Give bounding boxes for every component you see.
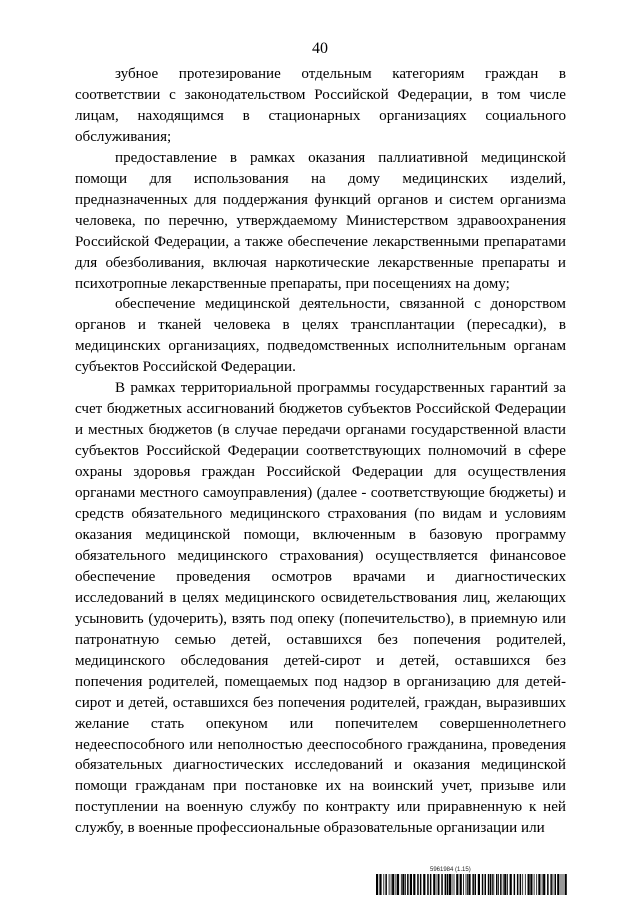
barcode-bar (493, 874, 494, 895)
barcode-bar (385, 874, 387, 895)
barcode-bar (520, 874, 522, 895)
barcode-bar (402, 874, 404, 895)
barcode-bar (555, 874, 557, 895)
barcode-bar (503, 874, 504, 895)
barcode-bar (441, 874, 443, 895)
barcode-bar (449, 874, 451, 895)
paragraph-territorial-program: В рамках территориальной программы государственных гарантий за счет бюджетных ассигнований бюджетов субъектов Российской Федерации и местных бюджетов (в случае передачи органами государственной власти субъектов Российской Федерации соответствующих полномочий в сфере охраны здоровья граждан Российской Федерации для осуществления органами местного самоуправления) (далее - соответствующие бюджеты) и средств обязательного медицинского страхования (по видам и условиям оказания медицинской помощи, включенным в базовую программу обязательного медицинского страхования) осуществляется финансовое обеспечение проведения осмотров врачами и диагностических исследований в целях медицинского освидетельствования лиц, желающих усыновить (удочерить), взять под опеку (попечительство), в приемную или патронатную семью детей, оставшихся без попечения родителей, медицинского обследования детей-сирот и детей, оставшихся без попечения родителей, помещаемых под надзор в организацию для детей-сирот и детей, оставшихся без попечения родителей, граждан, выразивших желание стать опекуном или попечителем совершеннолетнего недееспособного или неполностью дееспособного гражданина, проведения обязательных диагностических исследований и оказания медицинской помощи гражданам при постановке их на воинский учет, призыве или поступлении на военную службу по контракту или приравненную к ней службу, в военные профессиональные образовательные организации или (75, 380, 566, 837)
barcode-bar (478, 874, 480, 895)
body-text (75, 64, 566, 839)
barcode-bar (437, 874, 438, 895)
barcode-bar (454, 874, 455, 895)
barcode-bar (525, 874, 526, 895)
barcode-bar (500, 874, 502, 895)
barcode-bar (496, 874, 498, 895)
barcode-bar (396, 874, 397, 895)
barcode-bar (468, 874, 470, 895)
barcode-bar (389, 874, 390, 895)
barcode-bar (383, 874, 384, 895)
barcode-bar (534, 874, 535, 895)
document-code: 5961984 (1.15) (430, 867, 471, 873)
barcode-bar (510, 874, 512, 895)
barcode-bar (492, 874, 493, 895)
barcode-bar (530, 874, 532, 895)
barcode-bar (543, 874, 545, 895)
barcode-bar (423, 874, 425, 895)
barcode-bar (456, 874, 458, 895)
barcode-bar (445, 874, 447, 895)
barcode-bar (507, 874, 508, 895)
barcode-bar (538, 874, 540, 895)
barcode-bar (467, 874, 468, 895)
barcode-bar (498, 874, 499, 895)
barcode-bar (514, 874, 516, 895)
barcode-bar (433, 874, 435, 895)
barcode-bar (438, 874, 440, 895)
barcode-bar (405, 874, 406, 895)
page-number: 40 (312, 40, 328, 57)
barcode-bar (401, 874, 402, 895)
barcode-bar (550, 874, 552, 895)
barcode-bar (472, 874, 474, 895)
paragraph-dental-prosthetics: зубное протезирование отдельным категориям граждан в соответствии с законодательством Российской Федерации, в том числе лицам, находящимся в стационарных организациях социального обслуживания; (75, 66, 566, 145)
barcode-bar (397, 874, 399, 895)
barcode-bar (522, 874, 523, 895)
barcode-bar (410, 874, 412, 895)
barcode-bar (463, 874, 464, 895)
barcode-bar (391, 874, 392, 895)
barcode-bar (417, 874, 419, 895)
barcode-bar (517, 874, 519, 895)
barcode-bar (452, 874, 453, 895)
barcode-bar (475, 874, 477, 895)
barcode-bar (460, 874, 462, 895)
barcode-bar (528, 874, 530, 895)
paragraph-palliative-care: предоставление в рамках оказания паллиативной медицинской помощи для использования на дому медицинских изделий, предназначенных для поддержания функций органов и систем организма человека, по перечню, утверждаемому Министерством здравоохранения Российской Федерации, а также обеспечение лекарственными препаратами для обезболивания, включая наркотические лекарственные препараты и психотропные лекарственные препараты, при посещениях на дому; (75, 149, 566, 292)
barcode-bar (379, 874, 381, 895)
barcode-bar (407, 874, 409, 895)
barcode-image (376, 874, 567, 895)
barcode-bar (504, 874, 506, 895)
barcode-bar (561, 874, 562, 895)
paragraph-organ-donation: обеспечение медицинской деятельности, связанной с донорством органов и тканей человека в целях трансплантации (пересадки), в медицинских организациях, подведомственных исполнительным органам субъектов Российской Федерации. (75, 296, 566, 376)
barcode-bar (553, 874, 554, 895)
barcode-bar (485, 874, 487, 895)
barcode-bar (490, 874, 492, 895)
barcode-bar (488, 874, 490, 895)
barcode-bar (536, 874, 537, 895)
barcode-bar (565, 874, 567, 895)
barcode-bar (447, 874, 449, 895)
barcode-bar (466, 874, 467, 895)
barcode-bar (413, 874, 415, 895)
barcode-bar (392, 874, 394, 895)
barcode-bar (482, 874, 484, 895)
barcode-bar (557, 874, 559, 895)
barcode-bar (376, 874, 378, 895)
barcode-bar (542, 874, 543, 895)
barcode-bar (420, 874, 422, 895)
barcode-bar (430, 874, 432, 895)
barcode-bar (427, 874, 429, 895)
barcode-bar (547, 874, 549, 895)
barcode-bar (563, 874, 564, 895)
